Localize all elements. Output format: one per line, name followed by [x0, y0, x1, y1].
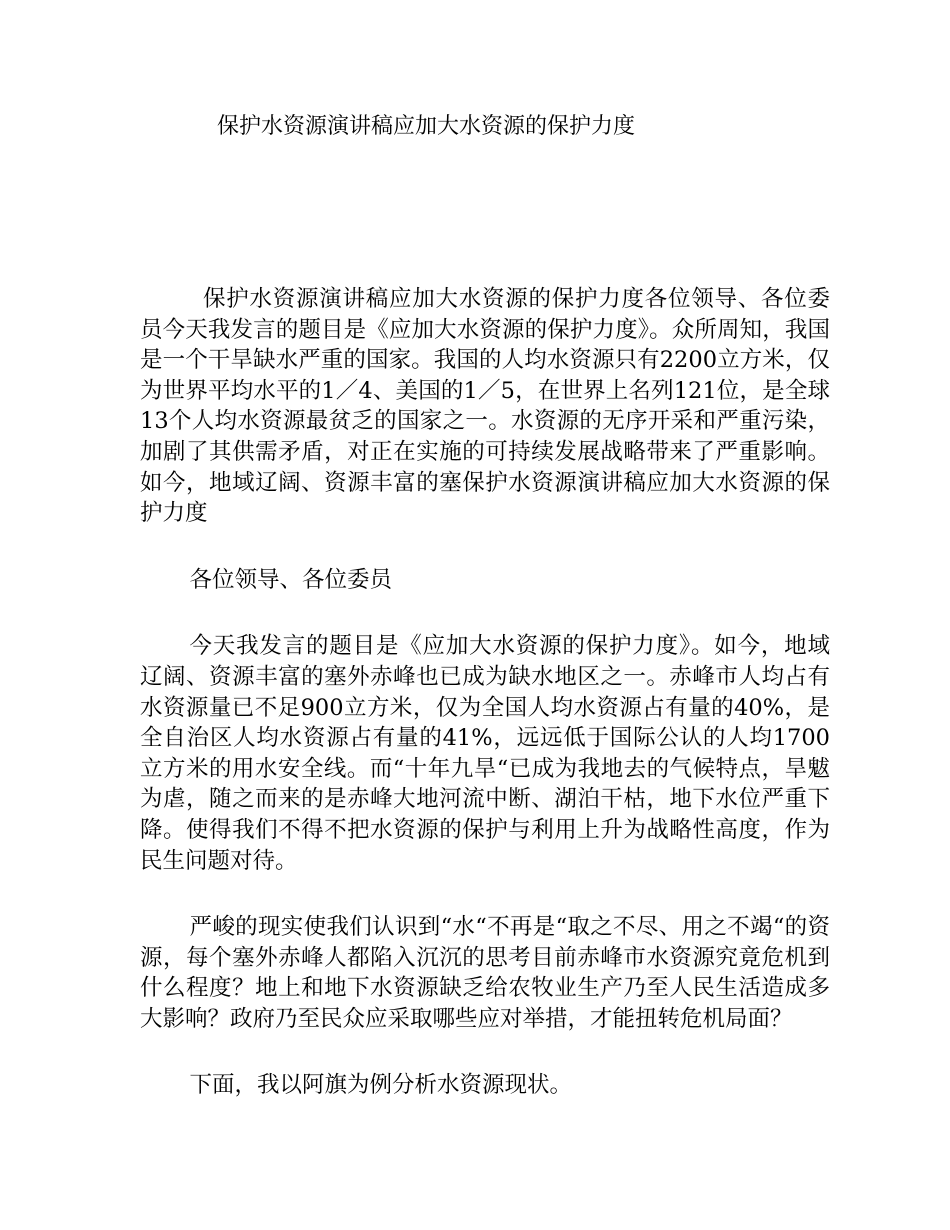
paragraph-chifeng-situation: 今天我发言的题目是《应加大水资源的保护力度》。如今，地域辽阔、资源丰富的塞外赤峰也已成为缺水地区之一。赤峰市人均占有水资源量已不足900立方米，仅为全国人均水资源占有量的40%，是全自治区人均水资源占有量的41%，远远低于国际公认的人均1700立方米的用水安全线。而“十年九旱“已成为我地去的气候特点，旱魃为虐，随之而来的是赤峰大地河流中断、湖泊干枯，地下水位严重下降。使得我们不得不把水资源的保护与利用上升为战略性高度，作为民生问题对待。 [140, 633, 830, 874]
paragraph-analysis-intro: 下面，我以阿旗为例分析水资源现状。 [189, 1072, 573, 1099]
document-title: 保护水资源演讲稿应加大水资源的保护力度 [217, 114, 636, 139]
paragraph-intro: 保护水资源演讲稿应加大水资源的保护力度各位领导、各位委员今天我发言的题目是《应加大水资源的保护力度》。众所周知，我国是一个干旱缺水严重的国家。我国的人均水资源只有2200立方米，仅为世界平均水平的1／4、美国的1／5，在世界上名列121位，是全球13个人均水资源最贫乏的国家之一。水资源的无序开采和严重污染，加剧了其供需矛盾，对正在实施的可持续发展战略带来了严重影响。如今，地域辽阔、资源丰富的塞保护水资源演讲稿应加大水资源的保护力度 [140, 286, 830, 527]
document-body [140, 284, 830, 1137]
paragraph-salutation: 各位领导、各位委员 [189, 566, 393, 593]
paragraph-reflection: 严峻的现实使我们认识到“水“不再是“取之不尽、用之不竭“的资源，每个塞外赤峰人都陷入沉沉的思考目前赤峰市水资源究竟危机到什么程度？地上和地下水资源缺乏给农牧业生产乃至人民生活造成多大影响？政府乃至民众应采取哪些应对举措，才能扭转危机局面？ [140, 914, 830, 1032]
